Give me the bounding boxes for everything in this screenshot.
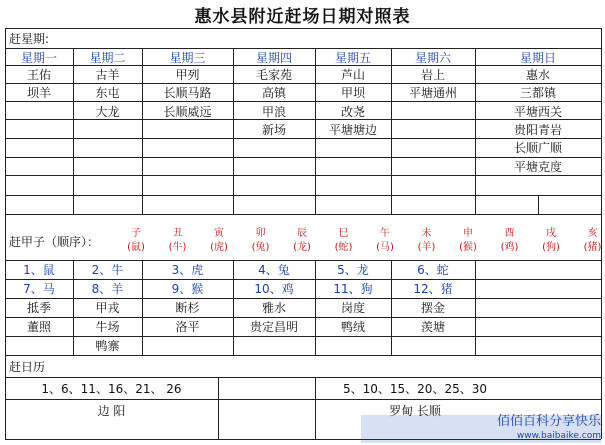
market-cell: 平塘西关 xyxy=(513,104,562,119)
table-rule xyxy=(5,195,601,196)
branch-label: 酉 xyxy=(504,228,515,239)
zodiac-day-header: 12、猪 xyxy=(413,282,453,296)
zodiac-animal-label: (牛) xyxy=(168,242,187,253)
market-cell: 牛场 xyxy=(95,320,120,334)
market-cell: 岗度 xyxy=(340,301,365,315)
zodiac-animal-label: (虎) xyxy=(210,242,228,253)
zodiac-day-header: 11、狗 xyxy=(333,282,373,296)
zodiac-day-header: 7、马 xyxy=(23,282,55,296)
market-cell: 长顺威远 xyxy=(163,104,212,119)
calendar-dates-right: 5、10、15、20、25、30 xyxy=(343,382,487,396)
market-cell: 毛家苑 xyxy=(255,68,292,82)
market-cell: 贵定昌明 xyxy=(249,320,298,334)
market-cell: 鸭绒 xyxy=(340,320,365,334)
zodiac-animal-label: (兔) xyxy=(251,242,270,253)
branch-label: 寅 xyxy=(214,228,224,239)
table-rule xyxy=(5,48,601,49)
zodiac-day-header: 1、鼠 xyxy=(23,263,55,277)
market-cell: 洛平 xyxy=(175,320,200,334)
zodiac-animal-label: (猪) xyxy=(583,242,602,253)
market-cell: 羡塘 xyxy=(420,320,445,334)
weekday-header-1: 星期一 xyxy=(20,51,57,65)
schedule-table xyxy=(5,28,601,440)
table-rule xyxy=(5,28,601,29)
zodiac-animal-label: (羊) xyxy=(417,242,436,253)
market-cell: 大龙 xyxy=(95,104,120,119)
section-label-weekday: 赶星期: xyxy=(9,32,50,46)
weekday-header-7: 星期日 xyxy=(519,51,556,65)
calendar-place-right: 罗甸 长顺 xyxy=(389,404,441,418)
zodiac-day-header: 8、羊 xyxy=(91,282,124,296)
market-cell: 长顺广顺 xyxy=(513,141,562,156)
market-cell: 坝羊 xyxy=(26,86,51,101)
section-label-calendar: 赶日历 xyxy=(9,360,46,374)
market-cell: 岩上 xyxy=(420,68,445,82)
branch-label: 亥 xyxy=(587,228,598,239)
page-title: 惠水县附近赶场日期对照表 xyxy=(194,7,411,27)
zodiac-animal-label: (鼠) xyxy=(127,242,145,253)
weekday-header-3: 星期三 xyxy=(169,51,206,65)
watermark-text: 佰佰百科分享快乐 xyxy=(496,414,601,429)
watermark-url: www.baibaike.com xyxy=(516,431,601,441)
market-cell: 贵阳青岩 xyxy=(513,122,562,137)
market-cell: 甲浪 xyxy=(261,104,286,119)
market-cell: 惠水 xyxy=(525,68,550,82)
market-cell: 芦山 xyxy=(340,68,365,82)
calendar-place-left: 边 阳 xyxy=(97,404,126,418)
zodiac-day-header: 9、猴 xyxy=(171,282,204,296)
branch-label: 未 xyxy=(421,228,432,239)
market-cell: 王佑 xyxy=(26,68,51,82)
table-rule xyxy=(5,377,601,378)
zodiac-animal-label: (龙) xyxy=(293,242,311,253)
zodiac-day-header: 2、牛 xyxy=(91,263,124,277)
table-rule xyxy=(538,195,539,214)
branch-label: 巳 xyxy=(338,228,349,239)
market-cell: 甲坝 xyxy=(340,86,365,101)
zodiac-day-header: 4、兔 xyxy=(258,263,290,277)
weekday-header-4: 星期四 xyxy=(255,51,292,65)
branch-label: 申 xyxy=(463,228,473,239)
table-rule xyxy=(5,317,601,318)
table-rule xyxy=(5,279,601,280)
table-rule xyxy=(218,377,219,439)
market-cell: 三都镇 xyxy=(519,86,556,101)
market-cell: 高镇 xyxy=(261,86,286,101)
market-cell: 东屯 xyxy=(95,86,120,101)
table-rule xyxy=(5,214,601,215)
market-cell: 董照 xyxy=(26,320,51,334)
table-rule xyxy=(475,260,476,355)
branch-label: 卯 xyxy=(255,228,266,239)
calendar-dates-left: 1、6、11、16、21、 26 xyxy=(41,382,182,396)
market-cell: 甲戎 xyxy=(95,301,120,315)
market-cell: 平塘塘边 xyxy=(328,122,377,137)
watermark xyxy=(361,415,601,443)
branch-label: 戌 xyxy=(546,228,556,239)
market-cell: 改尧 xyxy=(340,104,365,119)
table-rule xyxy=(5,260,601,261)
weekday-header-5: 星期五 xyxy=(334,51,371,65)
zodiac-animal-label: (猴) xyxy=(459,242,477,253)
section-label-jiazi: 赶甲子（顺序）： xyxy=(9,235,100,249)
market-cell: 古羊 xyxy=(95,68,120,82)
market-cell: 新场 xyxy=(261,122,286,137)
market-cell: 雅水 xyxy=(261,301,286,315)
branch-label: 午 xyxy=(380,228,390,239)
zodiac-day-header: 5、龙 xyxy=(337,263,369,277)
zodiac-day-header: 3、虎 xyxy=(171,263,204,277)
weekday-header-2: 星期二 xyxy=(89,51,126,65)
table-rule xyxy=(5,399,601,400)
table-rule xyxy=(5,336,601,337)
branch-label: 子 xyxy=(131,228,141,239)
market-cell: 甲列 xyxy=(175,68,200,82)
table-rule xyxy=(5,298,601,299)
zodiac-day-header: 6、蛇 xyxy=(417,263,449,277)
market-cell: 鸭寨 xyxy=(95,339,120,353)
zodiac-animal-label: (马) xyxy=(376,242,394,253)
branch-label: 辰 xyxy=(297,228,307,239)
zodiac-day-header: 10、鸡 xyxy=(254,282,294,296)
weekday-header-6: 星期六 xyxy=(414,51,451,65)
zodiac-animal-label: (蛇) xyxy=(334,242,353,253)
market-cell: 平塘克度 xyxy=(513,159,562,174)
table-rule xyxy=(5,355,601,356)
zodiac-animal-label: (鸡) xyxy=(500,242,519,253)
market-cell: 抵季 xyxy=(26,301,51,315)
market-cell: 摆金 xyxy=(420,301,445,315)
market-cell: 平塘通州 xyxy=(408,86,457,101)
zodiac-animal-label: (狗) xyxy=(542,242,560,253)
branch-label: 丑 xyxy=(172,228,183,239)
market-cell: 断杉 xyxy=(175,301,200,315)
market-cell: 长顺马路 xyxy=(163,86,212,101)
